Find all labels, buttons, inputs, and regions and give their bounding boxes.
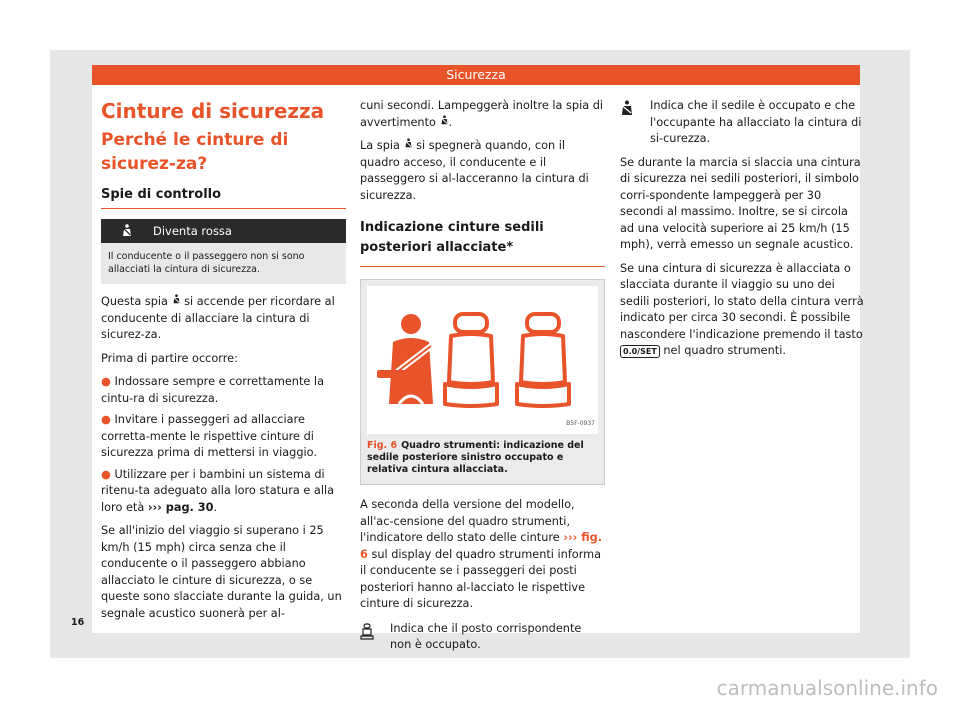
paragraph: cuni secondi. Lampeggerà inoltre la spia di avvertimento . (360, 99, 604, 129)
paragraph (620, 261, 865, 360)
text: si spegnerà quando, con il quadro acceso, il conducente e il passeggero si al-lacceranno la cintura di sicurezza. (360, 139, 589, 202)
caption-text: Quadro strumenti: indicazione del sedile posteriore sinistro occupato e relativa cintura allacciata. (367, 440, 584, 475)
seatbelt-warning-icon (440, 116, 449, 129)
rear-seats-illustration (367, 286, 600, 434)
figure-image (367, 286, 598, 434)
text: Utilizzare per i bambini un sistema di ritenu-ta adeguato alla loro statura e alla loro età (101, 467, 335, 514)
subsection-heading (360, 218, 605, 267)
subsection-title: Indicazione cinture sedili posteriori allacciate* (360, 220, 544, 255)
text: si accende per ricordare al conducente di allacciare la cintura di sicurez-za. (101, 295, 335, 341)
figure-caption (361, 440, 604, 484)
paragraph (101, 294, 346, 344)
bullet-list (101, 374, 346, 516)
text: sul display del quadro strumenti informa il conducente se i passeggeri dei posti posteriori hanno al-lacciato le rispettive cinture di sicurezza. (360, 547, 602, 610)
subsection-title: Spie di controllo (101, 187, 222, 202)
list-item: ● Invitare i passeggeri ad allacciare corretta-mente le rispettive cinture di sicurezza prima di mettersi in viaggio. (101, 413, 317, 459)
icon-description: Indica che il posto corrispondente non è occupato. (390, 621, 582, 651)
paragraph (360, 497, 605, 613)
text: A seconda della versione del modello, all'ac-censione del quadro strumenti, l'indicatore dello stato delle cinture (360, 498, 575, 544)
column-3 (620, 98, 865, 367)
text: Questa spia (101, 295, 168, 308)
warning-lamp-bar (101, 219, 346, 243)
icon-description: Indica che il sedile è occupato e che l'occupante ha allacciato la cintura di si-curezza. (650, 99, 862, 145)
empty-seat-icon (360, 621, 378, 654)
column-1 (101, 98, 346, 629)
paragraph: Prima di partire occorre: (101, 351, 238, 365)
text: Se una cintura di sicurezza è allacciata o slacciata durante il viaggio su uno dei sedili posteriori, lo stato della cintura verrà indicato per circa 30 secondi. È possibile nascondere l'indicazione premendo il tasto (620, 261, 864, 341)
text: La spia (360, 139, 400, 152)
figure-label: Fig. 6 (367, 440, 398, 451)
watermark: carmanualsonline.info (716, 676, 938, 700)
column-2 (360, 98, 605, 654)
belted-seat-icon (620, 98, 638, 148)
page-number: 16 (71, 617, 85, 628)
text: cuni secondi. Lampeggerà inoltre la spia di avvertimento (360, 99, 604, 129)
seatbelt-warning-icon (172, 295, 181, 308)
warning-description: Il conducente o il passeggero non si sono allacciati la cintura di sicurezza. (101, 243, 346, 284)
page-reference-link[interactable]: ››› pag. 30 (147, 500, 214, 514)
text: Indossare sempre e correttamente la cintu-ra di sicurezza. (101, 375, 324, 405)
seatbelt-warning-icon (101, 224, 153, 238)
set-key-button[interactable]: 0.0/SET (620, 345, 660, 358)
list-item: ● Utilizzare per i bambini un sistema di ritenu-ta adeguato alla loro statura e alla loro età ››› pag. 30. (101, 467, 335, 514)
subsection-heading (101, 186, 346, 209)
figure (360, 279, 605, 485)
seatbelt-warning-icon (404, 139, 413, 152)
list-item: ● Indossare sempre e correttamente la cintu-ra di sicurezza. (101, 375, 324, 405)
paragraph: Se durante la marcia si slaccia una cintura di sicurezza nei sedili posteriori, il simbolo corri-spondente lampeggerà per 30 secondi al massimo. Inoltre, se si circola ad una velocità superiore ai 25 km/h (15 mph), verrà emesso un segnale acustico. (620, 155, 861, 251)
section-header: Sicurezza (92, 65, 860, 85)
warning-label: Diventa rossa (153, 223, 232, 238)
section-title: Perché le cinture di sicurez-za? (101, 130, 289, 174)
paragraph: Se all'inizio del viaggio si superano i 25 km/h (15 mph) circa senza che il conducente o il passeggero abbiano allacciato le cinture di sicurezza, o se queste sono slacciate durante la guida, un segnale acustico suonerà per al- (101, 524, 342, 620)
text: Invitare i passeggeri ad allacciare corretta-mente le rispettive cinture di sicurezza prima di mettersi in viaggio. (101, 413, 317, 459)
text: nel quadro strumenti. (663, 344, 786, 357)
chapter-title: Cinture di sicurezza (101, 99, 325, 123)
figure-code: B5F-0937 (566, 419, 595, 427)
figure-reference-link[interactable]: ››› fig. 6 (360, 531, 602, 561)
icon-legend-row (360, 621, 605, 654)
icon-legend-row (620, 98, 865, 148)
paragraph (360, 138, 605, 204)
